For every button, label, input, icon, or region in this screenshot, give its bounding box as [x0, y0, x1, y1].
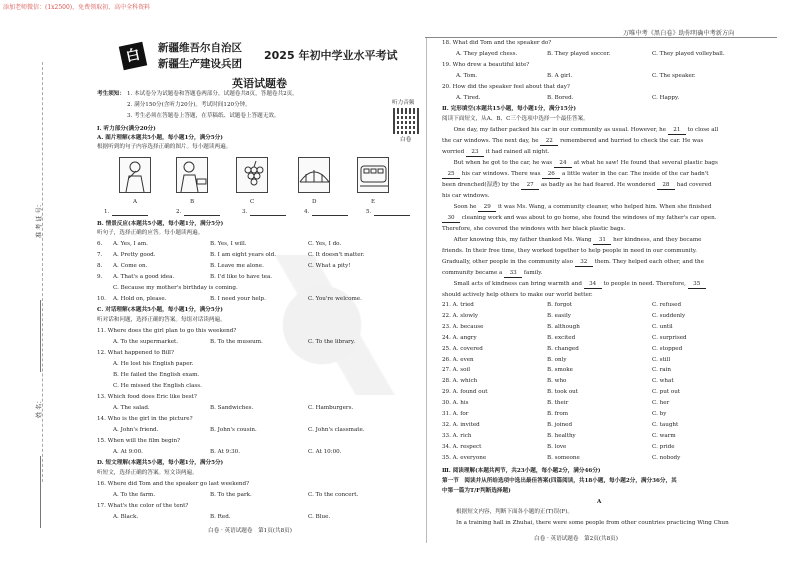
section-d-heading: D. 短文理解(本题共5小题，每小题1分，满分5分) — [97, 460, 224, 466]
q6-option-a[interactable]: A. Yes, I am. — [113, 241, 148, 247]
picture-e-train — [357, 157, 389, 193]
q18-option-a[interactable]: A. They played chess. — [456, 51, 518, 57]
picture-label-d: D — [312, 199, 317, 205]
q30-option-b[interactable]: B. their — [547, 400, 569, 407]
section-b-instruction: 听句子，选择正确的应答。每小题读两遍。 — [97, 230, 204, 236]
blank-33[interactable]: 33 — [504, 270, 522, 278]
blank-5[interactable]: 5. — [366, 209, 372, 215]
passage-text: as badly as he had feared. He wondered — [539, 182, 657, 188]
notice-1: 1. 本试卷分为试题卷和答题卷两部分，试题卷共8页，答题卷共2页。 — [127, 91, 298, 97]
passage-text: cleaning work and was about to go home, she found the windows of my father's car open. — [460, 215, 717, 221]
q18-option-c[interactable]: C. They played volleyball. — [652, 51, 725, 57]
q15-option-c[interactable]: C. At 10:00. — [308, 449, 342, 455]
q29-option-c[interactable]: C. put out — [652, 389, 681, 396]
q34-option-b[interactable]: B. love — [547, 443, 567, 450]
section-c-heading: C. 对话理解(本题共5小题，每小题1分，满分5分) — [97, 307, 223, 313]
exam-number-label: 准 考 证 号： — [36, 201, 43, 238]
q20-stem: 20. How did the speaker feel about that day? — [442, 84, 570, 90]
qr-code-icon[interactable] — [393, 108, 419, 134]
q33-option-c[interactable]: C. warm — [652, 432, 676, 439]
q9-number: 9. — [97, 274, 103, 280]
q35-option-c[interactable]: C. nobody — [652, 454, 681, 461]
q21-option-a[interactable]: 21. A. tried — [442, 302, 474, 308]
q33-option-b[interactable]: B. healthy — [547, 432, 576, 439]
passage-text: his car windows. — [442, 193, 490, 199]
watermark-icon — [250, 255, 430, 395]
passage-text: Therefore, she covered the windows with her black plastic bags. — [442, 226, 626, 232]
q32-option-a[interactable]: 32. A. invited — [442, 421, 480, 428]
q15-stem: 15. When will the film begin? — [97, 438, 181, 444]
blank-line — [374, 215, 410, 216]
reading-part-1-cont: 中第一篇为T/F判断选择题) — [442, 488, 511, 494]
name-blank — [40, 456, 41, 528]
q17-option-a[interactable]: A. Black. — [113, 514, 139, 520]
q17-option-c[interactable]: C. Blue. — [308, 514, 331, 520]
passage-line — [442, 259, 704, 267]
q16-option-c[interactable]: C. To the concert. — [308, 492, 359, 498]
region-line-1: 新疆维吾尔自治区 — [158, 42, 242, 54]
q13-option-b[interactable]: B. Sandwiches. — [210, 405, 254, 411]
q22-option-a[interactable]: 22. A. slowly — [442, 312, 479, 319]
picture-label-a: A — [133, 199, 138, 205]
passage-text: Gradually, other people in the community also — [442, 259, 575, 265]
passage-line — [442, 270, 542, 278]
q18-stem: 18. What did Tom and the speaker do? — [442, 40, 552, 46]
q31-option-c[interactable]: C. by — [652, 411, 667, 417]
q26-option-b[interactable]: B. only — [547, 356, 567, 363]
q22-option-b[interactable]: B. easily — [547, 312, 571, 319]
q20-option-c[interactable]: C. Happy. — [652, 95, 680, 101]
brand-logo: 白卷 — [119, 42, 147, 70]
q21-option-c[interactable]: C. refused — [652, 302, 682, 308]
blank-line — [184, 215, 220, 216]
q34-option-c[interactable]: C. pride — [652, 443, 675, 450]
footer-page-2: 白卷 · 英语试题卷 第2页(共8页) — [534, 536, 618, 542]
q33-option-a[interactable]: 33. A. rich — [442, 432, 472, 439]
passage-text: One day, my father packed his car in our community as usual. However, he — [448, 127, 668, 133]
notice-label: 考生须知： — [97, 91, 125, 97]
q28-option-c[interactable]: C. what — [652, 378, 674, 385]
section-c-instruction: 听对话和问题，选择正确的答案。每组对话读两遍。 — [97, 317, 226, 323]
passage-line — [448, 160, 718, 168]
q14-option-b[interactable]: B. John's cousin. — [210, 427, 257, 433]
blank-34[interactable]: 34 — [584, 281, 602, 289]
q15-option-b[interactable]: B. At 9:30. — [210, 449, 240, 455]
q11-option-a[interactable]: A. To the supermarket. — [113, 339, 179, 345]
q14-option-a[interactable]: A. John's friend. — [113, 427, 159, 433]
passage-line — [442, 149, 549, 157]
passage-text: worried — [442, 149, 466, 155]
q14-option-c[interactable]: C. John's classmate. — [308, 427, 365, 433]
q10-option-a[interactable]: A. Hold on, please. — [113, 296, 167, 302]
passage-text: at what he saw! He found that several plastic bags — [571, 160, 718, 166]
q31-option-b[interactable]: B. from — [547, 411, 569, 417]
blank-26[interactable]: 26 — [542, 171, 560, 179]
blank-line — [250, 215, 286, 216]
passage-line — [442, 138, 703, 146]
passage-text: family. — [522, 270, 543, 276]
passage-a-line: In a training hall in Zhuhai, there were some people from other countries practicing Wing Chun — [456, 520, 729, 526]
passage-text: friends. In their free time, they worked together to help people in need in our community. — [442, 248, 697, 254]
q28-option-b[interactable]: B. who — [547, 378, 567, 385]
blank-28[interactable]: 28 — [657, 182, 675, 190]
q35-option-a[interactable]: 35. A. everyone — [442, 454, 487, 461]
blank-35[interactable]: 35 — [688, 281, 706, 289]
q27-option-b[interactable]: B. smoke — [547, 367, 573, 374]
q7-option-c[interactable]: C. It doesn't matter. — [308, 252, 365, 258]
q18-option-b[interactable]: B. They played soccer. — [547, 51, 611, 57]
q6-option-c[interactable]: C. Yes, I do. — [308, 241, 342, 247]
q32-option-c[interactable]: C. taught — [652, 421, 679, 428]
passage-line — [448, 127, 718, 135]
notice-2: 2. 满分150分(含听力20分)。考试时间120分钟。 — [127, 102, 251, 108]
reading-part-1: 第一节 阅读并从所给选项中选出最佳答案(四篇阅读，共18小题，每小题2分，满分36分，其 — [442, 478, 677, 484]
exam-number-blank — [40, 300, 41, 372]
q23-option-a[interactable]: 23. A. because — [442, 323, 484, 330]
section-reading-heading: Ⅲ. 阅读理解(本题共两节，共23小题，每小题2分，满分46分) — [442, 468, 601, 474]
picture-label-e: E — [371, 199, 376, 205]
q13-stem: 13. Which food does Eric like best? — [97, 394, 197, 400]
blank-24[interactable]: 24 — [554, 160, 572, 168]
passage-text: his car windows. There was — [460, 171, 543, 177]
q22-option-c[interactable]: C. suddenly — [652, 312, 686, 319]
q9-option-a[interactable]: A. That's a good idea. — [113, 274, 175, 280]
picture-d-bridge — [298, 157, 330, 193]
q7-number: 7. — [97, 252, 103, 258]
passage-text: a little water in the car. The inside of the car hadn't — [560, 171, 709, 177]
q26-option-c[interactable]: C. still — [652, 356, 671, 363]
blank-2[interactable]: 2. — [176, 209, 182, 215]
q16-option-a[interactable]: A. To the farm. — [113, 492, 156, 498]
blank-23[interactable]: 23 — [466, 149, 484, 157]
footer-page-1: 白卷 · 英语试题卷 第1页(共8页) — [208, 528, 292, 534]
q25-option-a[interactable]: 25. A. covered — [442, 345, 483, 352]
passage-line — [442, 248, 697, 255]
q10-option-b[interactable]: B. I need your help. — [210, 296, 266, 302]
blank-3[interactable]: 3. — [242, 209, 248, 215]
passage-line — [442, 292, 593, 299]
q30-option-a[interactable]: 30. A. his — [442, 400, 469, 407]
q16-stem: 16. Where did Tom and the speaker go last weekend? — [97, 481, 250, 487]
binding-line — [42, 62, 43, 482]
q17-option-b[interactable]: B. Red. — [210, 514, 231, 520]
passage-line — [442, 193, 490, 200]
q8-option-b[interactable]: B. Leave me alone. — [210, 263, 264, 269]
q16-option-b[interactable]: B. To the park. — [210, 492, 252, 498]
passage-a-instruction: 根据短文内容，判断下面各小题的正(T)误(F)。 — [456, 509, 574, 515]
passage-text: After knowing this, my father thanked Ms. Wang — [448, 237, 594, 243]
passage-text: her kindness, and they became — [611, 237, 702, 243]
q20-option-b[interactable]: B. Bored. — [547, 95, 574, 101]
q29-option-a[interactable]: 29. A. found out — [442, 389, 488, 396]
blank-22[interactable]: 22 — [540, 138, 558, 146]
picture-c-grapes — [236, 157, 268, 193]
passage-text: But when he got to the car, he was — [448, 160, 554, 166]
page-divider — [426, 38, 427, 543]
q31-option-a[interactable]: 31. A. for — [442, 411, 469, 417]
q27-option-c[interactable]: C. rain — [652, 367, 672, 374]
q25-option-b[interactable]: B. changed — [547, 345, 579, 352]
passage-text: Soon he — [448, 204, 479, 210]
q19-option-c[interactable]: C. The speaker. — [652, 73, 696, 79]
q6-option-b[interactable]: B. Yes, I will. — [210, 241, 247, 247]
passage-text: it had rained all night. — [483, 149, 550, 155]
section-a-instruction: 根据听到的句子内容选择正确的图片。每小题读两遍。 — [97, 144, 232, 150]
section-d-instruction: 听短文，选择正确的答案。短文读两遍。 — [97, 470, 198, 476]
passage-line — [442, 171, 709, 179]
region-line-2: 新疆生产建设兵团 — [158, 58, 242, 70]
q13-option-a[interactable]: A. The salad. — [113, 405, 150, 411]
q20-option-a[interactable]: A. Tired. — [456, 95, 481, 101]
q19-option-b[interactable]: B. A girl. — [547, 73, 573, 79]
q27-option-a[interactable]: 27. A. soil — [442, 367, 471, 374]
q8-option-a[interactable]: A. Come on. — [113, 263, 148, 269]
series-slogan: 万唯中考《黑白卷》助你明确中考新方向 — [623, 30, 735, 37]
blank-27[interactable]: 27 — [521, 182, 539, 190]
q17-stem: 17. What's the color of the tent? — [97, 503, 189, 509]
name-label: 姓 名： — [36, 397, 43, 418]
q29-option-b[interactable]: B. took out — [547, 389, 579, 396]
q8-option-c[interactable]: C. What a pity! — [308, 263, 351, 269]
q24-option-b[interactable]: B. excited — [547, 334, 576, 341]
passage-line — [448, 204, 711, 212]
blank-line — [312, 215, 348, 216]
q25-option-c[interactable]: C. stopped — [652, 345, 683, 352]
picture-label-c: C — [250, 199, 255, 205]
header-rule — [425, 37, 777, 38]
q12-option-b[interactable]: B. He failed the English exam. — [113, 372, 200, 378]
q32-option-b[interactable]: B. joined — [547, 421, 573, 428]
blank-30[interactable]: 30 — [442, 215, 460, 223]
section-cloze-heading: Ⅱ. 完形填空(本题共15小题，每小题1分，满分15分) — [442, 106, 577, 112]
qr-label: 听力音频 — [392, 100, 415, 106]
blank-line — [112, 215, 148, 216]
passage-a-label: A — [597, 499, 602, 505]
q9-option-c[interactable]: C. Because my mother's birthday is coming. — [113, 285, 238, 291]
top-banner: 添加老师微信：(1x2500)，免费领取初、高中全科资料 — [3, 4, 151, 11]
q11-stem: 11. Where does the girl plan to go this weekend? — [97, 328, 237, 334]
q23-option-b[interactable]: B. although — [547, 323, 580, 330]
blank-32[interactable]: 32 — [575, 259, 593, 267]
q10-option-c[interactable]: C. You're welcome. — [308, 296, 362, 302]
passage-line — [442, 215, 716, 223]
picture-label-b: B — [190, 199, 195, 205]
section-cloze-instruction: 阅读下面短文，从A、B、C三个选项中选择一个最佳答案。 — [442, 116, 589, 122]
section-b-heading: B. 情景反应(本题共5小题，每小题1分，满分5分) — [97, 221, 224, 227]
blank-29[interactable]: 29 — [478, 204, 496, 212]
passage-text: the car windows. The next day, he — [442, 138, 541, 144]
passage-line — [448, 281, 706, 289]
q10-number: 10. — [97, 296, 106, 302]
picture-a-thinking-person — [119, 157, 151, 193]
q35-option-b[interactable]: B. someone — [547, 454, 580, 461]
passage-text: them. They helped each other, and the — [592, 259, 704, 265]
blank-4[interactable]: 4. — [304, 209, 310, 215]
picture-b-eating — [176, 157, 208, 193]
q13-option-c[interactable]: C. Hamburgers. — [308, 405, 354, 411]
passage-text: should actively help others to make our world better. — [442, 292, 593, 298]
q9-option-b[interactable]: B. I'd like to have tea. — [210, 274, 273, 280]
blank-21[interactable]: 21 — [668, 127, 686, 135]
q28-option-a[interactable]: 28. A. which — [442, 378, 478, 385]
exam-title: 2025 年初中学业水平考试 — [264, 49, 398, 62]
passage-text: it was Ms. Wang, a community cleaner, who helped him. When she finished — [496, 204, 712, 210]
passage-text: remembered and hurried to check the car. He was — [558, 138, 704, 144]
q12-option-a[interactable]: A. He lost his English paper. — [113, 361, 194, 367]
q11-option-b[interactable]: B. To the museum. — [210, 339, 263, 345]
q23-option-c[interactable]: C. until — [652, 323, 673, 330]
notice-3: 3. 考生必须在答题卷上答题，在草稿纸、试题卷上答题无效。 — [127, 113, 280, 119]
q24-option-c[interactable]: C. surprised — [652, 334, 687, 341]
passage-text: to close all — [685, 127, 719, 133]
q8-number: 8. — [97, 263, 103, 269]
q6-number: 6. — [97, 241, 103, 247]
blank-25[interactable]: 25 — [442, 171, 460, 179]
q24-option-a[interactable]: 24. A. angry — [442, 334, 477, 341]
qr-caption: 白卷 — [400, 137, 412, 143]
q19-stem: 19. Who drew a beautiful kite? — [442, 62, 530, 68]
paper-title: 英语试题卷 — [232, 77, 287, 90]
passage-line — [442, 182, 712, 190]
q12-option-c[interactable]: C. He missed the English class. — [113, 383, 202, 389]
section-a-heading: A. 图片理解(本题共5小题，每小题1分，满分5分) — [97, 135, 223, 141]
q30-option-c[interactable]: C. her — [652, 400, 670, 407]
q19-option-a[interactable]: A. Tom. — [456, 73, 478, 79]
passage-line — [442, 226, 625, 233]
passage-line — [448, 237, 702, 245]
q21-option-b[interactable]: B. forgot — [547, 302, 572, 308]
q7-option-b[interactable]: B. I am eight years old. — [210, 252, 277, 258]
passage-text: had covered — [674, 182, 712, 188]
q12-stem: 12. What happened to Bill? — [97, 350, 174, 356]
q34-option-a[interactable]: 34. A. respect — [442, 443, 482, 450]
q11-option-c[interactable]: C. To the library. — [308, 339, 356, 345]
q14-stem: 14. Who is the girl in the picture? — [97, 416, 193, 422]
passage-text: Small acts of kindness can bring warmth and — [448, 281, 584, 287]
passage-text: community became a — [442, 270, 505, 276]
q7-option-a[interactable]: A. Pretty good. — [113, 252, 156, 258]
blank-31[interactable]: 31 — [593, 237, 611, 245]
passage-text: to people in need. Therefore, — [601, 281, 688, 287]
q26-option-a[interactable]: 26. A. even — [442, 356, 474, 363]
q15-option-a[interactable]: A. At 9:00. — [113, 449, 143, 455]
section-listening: Ⅰ. 听力部分(满分20分) — [97, 126, 156, 132]
passage-text: been drenched(湿透) by the — [442, 182, 522, 188]
blank-1[interactable]: 1. — [104, 209, 110, 215]
